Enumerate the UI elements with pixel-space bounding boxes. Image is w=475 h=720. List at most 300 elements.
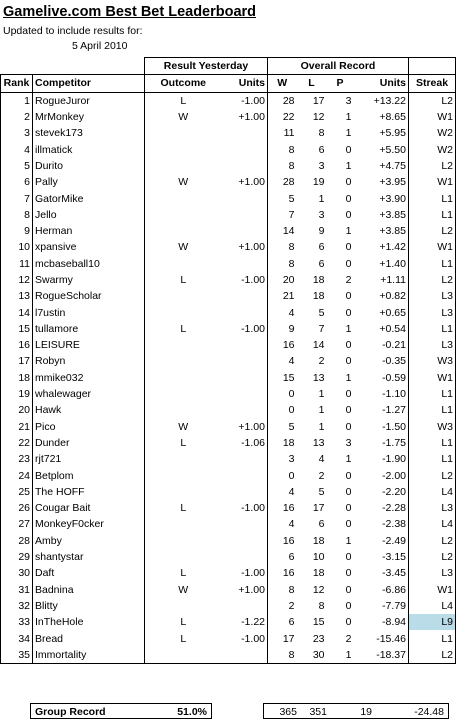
competitor-cell: Dunder xyxy=(33,435,145,451)
p-cell: 0 xyxy=(345,469,352,482)
w-cell: 4 xyxy=(268,304,297,320)
table-row xyxy=(1,402,456,418)
l-cell: 5 xyxy=(318,306,325,319)
p-cell: 0 xyxy=(345,241,352,254)
table-row xyxy=(1,190,456,206)
table-row xyxy=(1,484,456,500)
w-cell: 16 xyxy=(268,533,297,549)
streak-cell: W1 xyxy=(409,370,456,386)
outcome-cell xyxy=(145,484,222,500)
competitor-cell: l7ustin xyxy=(33,304,145,320)
units-cell: -0.21 xyxy=(354,337,409,353)
w-cell: 8 xyxy=(268,647,297,664)
rank-cell: 9 xyxy=(1,223,33,239)
rank-cell: 8 xyxy=(1,207,33,223)
table-row xyxy=(1,174,456,190)
l-cell: 1 xyxy=(318,420,325,433)
units-yesterday-cell: +1.00 xyxy=(222,174,268,190)
rank-cell: 30 xyxy=(1,565,33,581)
w-cell: 7 xyxy=(268,207,297,223)
l-cell: 2 xyxy=(318,355,325,368)
units-cell: -18.37 xyxy=(354,647,409,664)
units-yesterday-cell xyxy=(222,190,268,206)
w-cell: 5 xyxy=(268,190,297,206)
streak-cell: L2 xyxy=(409,647,456,664)
units-yesterday-cell xyxy=(222,256,268,272)
outcome-cell xyxy=(145,337,222,353)
table-row xyxy=(1,92,456,109)
units-cell: +8.65 xyxy=(354,109,409,125)
outcome-cell xyxy=(145,402,222,418)
l-cell: 12 xyxy=(312,111,325,124)
outcome-cell: W xyxy=(145,174,222,190)
rank-cell: 25 xyxy=(1,484,33,500)
l-cell: 14 xyxy=(312,339,325,352)
table-row xyxy=(1,304,456,320)
units-yesterday-cell: -1.22 xyxy=(222,614,268,630)
competitor-cell: LEISURE xyxy=(33,337,145,353)
outcome-cell xyxy=(145,190,222,206)
outcome-cell xyxy=(145,647,222,664)
p-cell: 0 xyxy=(345,518,352,531)
l-cell: 23 xyxy=(312,632,325,645)
outcome-cell: W xyxy=(145,109,222,125)
rank-cell: 33 xyxy=(1,614,33,630)
w-cell: 21 xyxy=(268,288,297,304)
outcome-cell xyxy=(145,370,222,386)
units-cell: +1.40 xyxy=(354,256,409,272)
table-row xyxy=(1,451,456,467)
streak-cell: W2 xyxy=(409,125,456,141)
l-cell: 17 xyxy=(312,502,325,515)
outcome-cell: L xyxy=(145,565,222,581)
rank-cell: 18 xyxy=(1,370,33,386)
units-yesterday-cell xyxy=(222,386,268,402)
streak-cell: L2 xyxy=(409,549,456,565)
units-yesterday-cell xyxy=(222,141,268,157)
competitor-cell: xpansive xyxy=(33,239,145,255)
streak-cell: L3 xyxy=(409,288,456,304)
rank-cell: 14 xyxy=(1,304,33,320)
w-cell: 4 xyxy=(268,353,297,369)
l-cell: 1 xyxy=(318,388,325,401)
units-cell: -1.10 xyxy=(354,386,409,402)
competitor-cell: Robyn xyxy=(33,353,145,369)
units-yesterday-cell xyxy=(222,533,268,549)
units-yesterday-cell: -1.06 xyxy=(222,435,268,451)
outcome-cell xyxy=(145,207,222,223)
group-record-p: 19 xyxy=(360,706,372,718)
table-row xyxy=(1,337,456,353)
table-row xyxy=(1,467,456,483)
units-yesterday-cell xyxy=(222,304,268,320)
table-row xyxy=(1,565,456,581)
rank-cell: 10 xyxy=(1,239,33,255)
l-cell: 4 xyxy=(318,453,325,466)
l-cell: 13 xyxy=(312,371,325,384)
p-cell: 1 xyxy=(345,371,352,384)
p-cell: 3 xyxy=(345,94,352,107)
units-cell: +3.85 xyxy=(354,223,409,239)
p-cell: 3 xyxy=(345,436,352,449)
units-cell: +1.11 xyxy=(354,272,409,288)
group-record-box xyxy=(30,703,212,719)
w-cell: 8 xyxy=(268,141,297,157)
p-cell: 0 xyxy=(345,257,352,270)
competitor-cell: MonkeyF0cker xyxy=(33,516,145,532)
l-cell: 18 xyxy=(312,274,325,286)
p-cell: 0 xyxy=(345,290,352,303)
table-row xyxy=(1,158,456,174)
rank-cell: 2 xyxy=(1,109,33,125)
l-cell: 9 xyxy=(318,225,325,238)
rank-cell: 16 xyxy=(1,337,33,353)
l-cell: 15 xyxy=(312,616,325,629)
streak-cell: L1 xyxy=(409,402,456,418)
p-cell: 0 xyxy=(345,567,352,580)
col-streak: Streak xyxy=(409,75,456,92)
streak-cell: W1 xyxy=(409,174,456,190)
l-cell: 19 xyxy=(312,176,325,189)
outcome-cell xyxy=(145,125,222,141)
units-yesterday-cell xyxy=(222,337,268,353)
table-row xyxy=(1,256,456,272)
units-yesterday-cell: -1.00 xyxy=(222,272,268,288)
units-cell: +0.82 xyxy=(354,288,409,304)
streak-cell: W1 xyxy=(409,109,456,125)
outcome-cell xyxy=(145,533,222,549)
w-cell: 28 xyxy=(268,92,297,109)
streak-cell: L3 xyxy=(409,304,456,320)
table-row xyxy=(1,288,456,304)
p-cell: 1 xyxy=(345,322,352,335)
units-cell: -6.86 xyxy=(354,582,409,598)
competitor-cell: Cougar Bait xyxy=(33,500,145,516)
outcome-cell: L xyxy=(145,435,222,451)
l-cell: 17 xyxy=(312,94,325,107)
w-cell: 15 xyxy=(268,370,297,386)
outcome-cell xyxy=(145,141,222,157)
w-cell: 5 xyxy=(268,419,297,435)
group-record-pct: 51.0% xyxy=(177,706,207,718)
units-yesterday-cell xyxy=(222,288,268,304)
rank-cell: 5 xyxy=(1,158,33,174)
w-cell: 0 xyxy=(268,386,297,402)
w-cell: 16 xyxy=(268,565,297,581)
l-cell: 8 xyxy=(318,599,325,612)
streak-cell: L2 xyxy=(409,223,456,239)
streak-cell: L2 xyxy=(409,158,456,174)
table-row xyxy=(1,435,456,451)
table-row xyxy=(1,370,456,386)
w-cell: 2 xyxy=(268,598,297,614)
streak-cell: L1 xyxy=(409,190,456,206)
p-cell: 0 xyxy=(345,339,352,352)
p-cell: 0 xyxy=(345,355,352,368)
table-row xyxy=(1,109,456,125)
units-yesterday-cell xyxy=(222,451,268,467)
l-cell: 30 xyxy=(297,647,327,664)
p-cell: 0 xyxy=(345,192,352,205)
outcome-cell xyxy=(145,256,222,272)
units-yesterday-cell xyxy=(222,353,268,369)
streak-cell: L1 xyxy=(409,435,456,451)
p-cell: 1 xyxy=(345,111,352,124)
rank-cell: 6 xyxy=(1,174,33,190)
table-row xyxy=(1,500,456,516)
group-record-l: 351 xyxy=(309,706,327,718)
units-cell: +4.75 xyxy=(354,158,409,174)
table-row xyxy=(1,598,456,614)
streak-cell: W3 xyxy=(409,419,456,435)
units-yesterday-cell xyxy=(222,223,268,239)
group-record-totals xyxy=(263,703,449,719)
outcome-cell xyxy=(145,516,222,532)
w-cell: 8 xyxy=(268,239,297,255)
outcome-cell: L xyxy=(145,272,222,288)
w-cell: 8 xyxy=(268,582,297,598)
l-cell: 6 xyxy=(318,518,325,531)
streak-cell: W2 xyxy=(409,141,456,157)
update-note: Updated to include results for: xyxy=(3,25,143,37)
competitor-cell: rjt721 xyxy=(33,451,145,467)
outcome-cell: L xyxy=(145,92,222,109)
units-cell: +1.42 xyxy=(354,239,409,255)
outcome-cell xyxy=(145,386,222,402)
outcome-cell xyxy=(145,158,222,174)
streak-cell: W1 xyxy=(409,582,456,598)
l-cell: 10 xyxy=(312,551,325,564)
streak-cell: L4 xyxy=(409,484,456,500)
w-cell: 6 xyxy=(268,549,297,565)
competitor-cell: MrMonkey xyxy=(33,109,145,125)
streak-cell: L1 xyxy=(409,451,456,467)
w-cell: 28 xyxy=(268,174,297,190)
rank-cell: 28 xyxy=(1,533,33,549)
table-row xyxy=(1,516,456,532)
rank-cell: 12 xyxy=(1,272,33,288)
units-cell: +3.90 xyxy=(354,190,409,206)
units-cell: +5.95 xyxy=(354,125,409,141)
streak-cell: L1 xyxy=(409,207,456,223)
outcome-cell xyxy=(145,467,222,483)
col-w: W xyxy=(268,75,297,92)
streak-cell: L1 xyxy=(409,630,456,646)
w-cell: 14 xyxy=(268,223,297,239)
table-row xyxy=(1,533,456,549)
outcome-cell: W xyxy=(145,419,222,435)
l-cell: 5 xyxy=(318,485,325,498)
competitor-cell: The HOFF xyxy=(33,484,145,500)
competitor-cell: Badnina xyxy=(33,582,145,598)
p-cell: 0 xyxy=(345,420,352,433)
units-cell: +0.54 xyxy=(354,321,409,337)
units-yesterday-cell xyxy=(222,467,268,483)
w-cell: 16 xyxy=(268,337,297,353)
units-cell: -2.49 xyxy=(354,533,409,549)
w-cell: 3 xyxy=(268,451,297,467)
units-yesterday-cell: +1.00 xyxy=(222,239,268,255)
l-cell: 6 xyxy=(318,143,325,156)
col-l: L xyxy=(297,75,327,92)
units-yesterday-cell: +1.00 xyxy=(222,582,268,598)
w-cell: 11 xyxy=(268,125,297,141)
col-units-yesterday: Units xyxy=(222,75,268,92)
p-cell: 0 xyxy=(345,404,352,417)
l-cell: 6 xyxy=(318,241,325,254)
update-date: 5 April 2010 xyxy=(72,40,128,52)
units-cell: -0.35 xyxy=(354,353,409,369)
l-cell: 6 xyxy=(318,257,325,270)
rank-cell: 27 xyxy=(1,516,33,532)
outcome-cell: L xyxy=(145,500,222,516)
result-yesterday-header: Result Yesterday xyxy=(145,58,268,75)
w-cell: 6 xyxy=(268,614,297,630)
table-row xyxy=(1,272,456,288)
units-yesterday-cell xyxy=(222,647,268,664)
p-cell: 2 xyxy=(345,632,352,645)
rank-cell: 35 xyxy=(1,647,33,664)
streak-cell: W3 xyxy=(409,353,456,369)
col-competitor: Competitor xyxy=(33,75,145,92)
units-yesterday-cell xyxy=(222,402,268,418)
p-cell: 2 xyxy=(345,274,352,286)
outcome-cell xyxy=(145,288,222,304)
units-yesterday-cell xyxy=(222,516,268,532)
outcome-cell: L xyxy=(145,321,222,337)
p-cell: 0 xyxy=(345,599,352,612)
l-cell: 3 xyxy=(318,159,325,172)
leaderboard-table xyxy=(0,57,456,664)
l-cell: 2 xyxy=(318,469,325,482)
p-cell: 0 xyxy=(345,485,352,498)
units-cell: -1.27 xyxy=(354,402,409,418)
p-cell: 0 xyxy=(345,551,352,564)
l-cell: 18 xyxy=(312,290,325,303)
table-row xyxy=(1,386,456,402)
table-row xyxy=(1,207,456,223)
table-row xyxy=(1,582,456,598)
table-row xyxy=(1,239,456,255)
outcome-cell xyxy=(145,598,222,614)
outcome-cell xyxy=(145,223,222,239)
units-cell: +3.95 xyxy=(354,174,409,190)
units-cell: +13.22 xyxy=(354,92,409,109)
p-cell: 1 xyxy=(345,225,352,238)
competitor-cell: Herman xyxy=(33,223,145,239)
units-yesterday-cell xyxy=(222,549,268,565)
table-row xyxy=(1,419,456,435)
streak-cell: L2 xyxy=(409,467,456,483)
streak-cell: L4 xyxy=(409,516,456,532)
p-cell: 0 xyxy=(345,208,352,221)
p-cell: 1 xyxy=(327,647,354,664)
competitor-cell: RogueScholar xyxy=(33,288,145,304)
units-yesterday-cell xyxy=(222,207,268,223)
table-row xyxy=(1,125,456,141)
overall-record-header: Overall Record xyxy=(268,58,409,75)
l-cell: 7 xyxy=(318,322,325,335)
streak-cell: W1 xyxy=(409,239,456,255)
competitor-cell: Daft xyxy=(33,565,145,581)
streak-cell: L3 xyxy=(409,565,456,581)
units-yesterday-cell: +1.00 xyxy=(222,109,268,125)
streak-cell: L2 xyxy=(409,533,456,549)
streak-cell: L3 xyxy=(409,337,456,353)
streak-cell: L2 xyxy=(409,92,456,109)
competitor-cell: Bread xyxy=(33,630,145,646)
rank-cell: 17 xyxy=(1,353,33,369)
competitor-cell: Pico xyxy=(33,419,145,435)
units-cell: -0.59 xyxy=(354,370,409,386)
w-cell: 4 xyxy=(268,484,297,500)
competitor-cell: Jello xyxy=(33,207,145,223)
units-yesterday-cell: -1.00 xyxy=(222,500,268,516)
group-header-row xyxy=(1,58,456,75)
rank-cell: 29 xyxy=(1,549,33,565)
competitor-cell: RogueJuror xyxy=(33,92,145,109)
streak-cell: L4 xyxy=(409,598,456,614)
streak-cell: L1 xyxy=(409,256,456,272)
leaderboard-rows xyxy=(1,92,456,663)
p-cell: 1 xyxy=(345,534,352,547)
competitor-cell: stevek173 xyxy=(33,125,145,141)
p-cell: 0 xyxy=(345,388,352,401)
competitor-cell: Hawk xyxy=(33,402,145,418)
rank-cell: 15 xyxy=(1,321,33,337)
rank-cell: 7 xyxy=(1,190,33,206)
rank-cell: 11 xyxy=(1,256,33,272)
units-cell: -8.94 xyxy=(354,614,409,630)
l-cell: 13 xyxy=(312,436,325,449)
units-cell: -2.38 xyxy=(354,516,409,532)
competitor-cell: mcbaseball10 xyxy=(33,256,145,272)
rank-cell: 34 xyxy=(1,630,33,646)
col-rank: Rank xyxy=(1,75,33,92)
w-cell: 22 xyxy=(268,109,297,125)
l-cell: 18 xyxy=(312,534,325,547)
units-yesterday-cell xyxy=(222,484,268,500)
group-record-label: Group Record xyxy=(35,706,106,718)
units-yesterday-cell xyxy=(222,158,268,174)
table-row xyxy=(1,647,456,664)
units-cell: -1.90 xyxy=(354,451,409,467)
units-cell: -1.75 xyxy=(354,435,409,451)
p-cell: 0 xyxy=(345,306,352,319)
units-cell: -2.00 xyxy=(354,467,409,483)
streak-cell: L2 xyxy=(409,272,456,288)
l-cell: 8 xyxy=(318,127,325,140)
units-cell: -3.15 xyxy=(354,549,409,565)
competitor-cell: Blitty xyxy=(33,598,145,614)
w-cell: 18 xyxy=(268,435,297,451)
column-header-row xyxy=(1,75,456,92)
rank-cell: 1 xyxy=(1,92,33,109)
l-cell: 1 xyxy=(318,192,325,205)
competitor-cell: Swarmy xyxy=(33,272,145,288)
rank-cell: 21 xyxy=(1,419,33,435)
group-record-units: -24.48 xyxy=(414,706,444,718)
outcome-cell: L xyxy=(145,614,222,630)
rank-cell: 26 xyxy=(1,500,33,516)
competitor-cell: Immortality xyxy=(33,647,145,664)
streak-cell: L3 xyxy=(409,500,456,516)
units-cell: -2.28 xyxy=(354,500,409,516)
p-cell: 0 xyxy=(345,176,352,189)
competitor-cell: Durito xyxy=(33,158,145,174)
units-yesterday-cell: -1.00 xyxy=(222,321,268,337)
competitor-cell: tullamore xyxy=(33,321,145,337)
